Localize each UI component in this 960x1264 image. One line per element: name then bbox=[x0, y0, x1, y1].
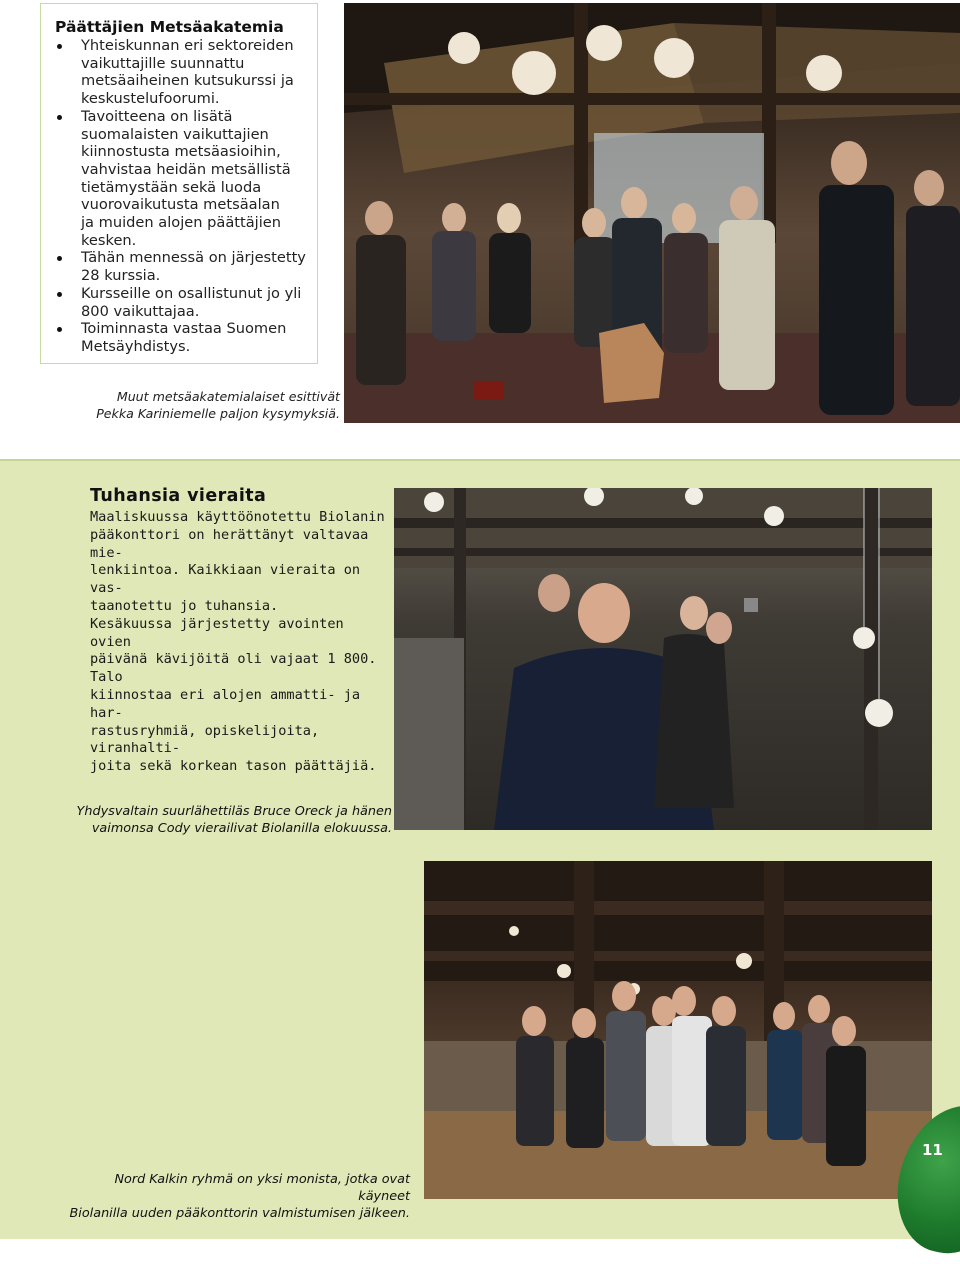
list-item-line: Metsäyhdistys. bbox=[81, 337, 191, 355]
list-item bbox=[55, 108, 307, 250]
list-item-line: vuorovaikutusta metsäalan bbox=[81, 196, 280, 214]
page-number: 11 bbox=[922, 1141, 943, 1159]
list-item-line: kiinnostusta metsäasioihin, bbox=[81, 143, 281, 161]
list-item-line: Tavoitteena on lisätä bbox=[81, 107, 233, 125]
paragraph-line: päivänä kävijöitä oli vajaat 1 800. Talo bbox=[90, 651, 377, 686]
paragraph-line: taanotettu jo tuhansia. bbox=[90, 597, 279, 614]
paragraph-line: joita sekä korkean tason päättäjiä. bbox=[90, 758, 377, 775]
paragraph-line: rastusryhmiä, opiskelijoita, viranhalti- bbox=[90, 722, 320, 757]
photo-academy-group-illustration bbox=[344, 3, 960, 423]
list-item-line: ja muiden alojen päättäjien bbox=[81, 214, 282, 232]
list-item-line: Yhteiskunnan eri sektoreiden bbox=[81, 37, 294, 54]
list-item bbox=[55, 320, 307, 355]
caption-photo-nordkalk bbox=[60, 1171, 410, 1222]
caption-line: vaimonsa Cody vierailivat Biolanilla elokuussa. bbox=[91, 821, 392, 836]
caption-photo-ambassador bbox=[70, 803, 392, 837]
info-box-title: Päättäjien Metsäakatemia bbox=[55, 18, 284, 36]
list-item-line: Toiminnasta vastaa Suomen bbox=[81, 320, 287, 338]
info-box bbox=[40, 3, 318, 364]
caption-photo-academy bbox=[60, 388, 340, 422]
photo-ambassador-illustration bbox=[394, 488, 932, 830]
caption-line: Nord Kalkin ryhmä on yksi monista, jotka ovat käyneet bbox=[114, 1172, 410, 1204]
list-item-line: Tähän mennessä on järjestetty bbox=[81, 249, 306, 267]
list-item-line: suomalaisten vaikuttajien bbox=[81, 125, 269, 143]
photo-nordkalk-illustration bbox=[424, 861, 932, 1199]
paragraph bbox=[90, 509, 390, 616]
section-title: Tuhansia vieraita bbox=[90, 486, 267, 506]
list-item-line: tietämystään sekä luoda bbox=[81, 178, 262, 196]
photo-nordkalk-group bbox=[424, 861, 932, 1199]
list-item-line: 28 kurssia. bbox=[81, 267, 161, 285]
list-item-line: Kursseille on osallistunut jo yli bbox=[81, 284, 302, 302]
info-list bbox=[55, 37, 307, 356]
photo-academy-group bbox=[344, 3, 960, 423]
paragraph-line: Maaliskuussa käyttöönotettu Biolanin bbox=[90, 509, 385, 525]
caption-line: Biolanilla uuden pääkonttorin valmistumisen jälkeen. bbox=[69, 1206, 410, 1221]
list-item-line: 800 vaikuttajaa. bbox=[81, 302, 200, 320]
caption-line: Muut metsäakatemialaiset esittivät bbox=[116, 389, 340, 404]
list-item-line: metsäaiheinen kutsukurssi ja bbox=[81, 72, 294, 90]
caption-line: Pekka Kariniemelle paljon kysymyksiä. bbox=[96, 406, 340, 421]
paragraph-line: lenkiintoa. Kaikkiaan vieraita on vas- bbox=[90, 562, 361, 597]
caption-line: Yhdysvaltain suurlähettiläs Bruce Oreck ja hänen bbox=[76, 804, 392, 819]
paragraph-line: pääkonttori on herättänyt valtavaa mie- bbox=[90, 526, 369, 561]
paragraph bbox=[90, 616, 390, 776]
list-item-line: kesken. bbox=[81, 231, 137, 249]
list-item bbox=[55, 249, 307, 284]
list-item-line: vahvistaa heidän metsällistä bbox=[81, 160, 291, 178]
list-item bbox=[55, 285, 307, 320]
list-item-line: keskustelufoorumi. bbox=[81, 90, 220, 108]
paragraph-line: Kesäkuussa järjestetty avointen ovien bbox=[90, 615, 344, 650]
paragraph-line: kiinnostaa eri alojen ammatti- ja har- bbox=[90, 686, 361, 721]
list-item-line: vaikuttajille suunnattu bbox=[81, 54, 245, 72]
photo-ambassador-visit bbox=[394, 488, 932, 830]
list-item bbox=[55, 37, 307, 108]
section-body bbox=[90, 509, 390, 776]
